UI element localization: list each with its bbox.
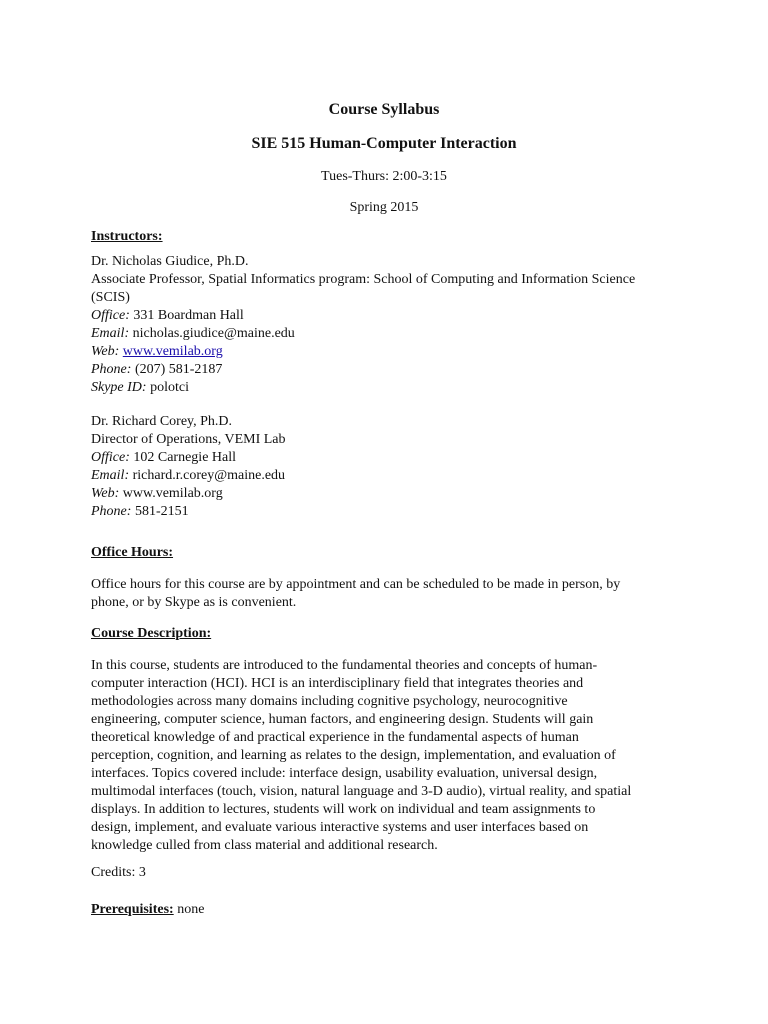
- prerequisites-line: [91, 901, 691, 919]
- office-label: Office:: [91, 450, 130, 465]
- credits: [91, 864, 691, 882]
- description-line: computer interaction (HCI). HCI is an interdisciplinary field that integrates theories and: [91, 676, 584, 691]
- description-line: displays. In addition to lectures, students will work on individual and team assignments to: [91, 802, 596, 817]
- web-value: www.vemilab.org: [122, 486, 223, 501]
- phone-value: (207) 581-2187: [134, 362, 223, 377]
- phone-label: Phone:: [91, 504, 132, 519]
- description-section: [91, 625, 691, 643]
- description-text: [91, 657, 691, 855]
- instructors-section: [91, 228, 691, 246]
- instructor-web: [91, 343, 691, 361]
- instructor-phone: [91, 503, 691, 521]
- office-hours-section: [91, 544, 691, 562]
- office-hours-heading: Office Hours:: [91, 545, 174, 560]
- instructor-skype: [91, 379, 691, 397]
- course-title: SIE 515 Human-Computer Interaction: [251, 135, 517, 152]
- skype-label: Skype ID:: [91, 380, 147, 395]
- office-value: 102 Carnegie Hall: [133, 450, 237, 465]
- phone-value: 581-2151: [134, 504, 189, 519]
- office-hours-line: Office hours for this course are by appointment and can be scheduled to be made in person, by: [91, 577, 621, 592]
- office-hours-text: [91, 576, 691, 612]
- office-value: 331 Boardman Hall: [133, 308, 244, 323]
- prerequisites-value: none: [177, 902, 205, 917]
- course-term: Spring 2015: [349, 200, 419, 215]
- prerequisites-label: Prerequisites:: [91, 902, 174, 917]
- description-line: methodologies across many domains including cognitive psychology, neurocognitive: [91, 694, 568, 709]
- description-line: interfaces. Topics covered include: interface design, usability evaluation, universal design,: [91, 766, 598, 781]
- instructor-name: Dr. Nicholas Giudice, Ph.D.: [91, 254, 249, 269]
- document-title: Course Syllabus: [328, 101, 440, 118]
- instructor-phone: [91, 361, 691, 379]
- office-label: Office:: [91, 308, 130, 323]
- description-line: design, implement, and evaluate various interactive systems and user interfaces based on: [91, 820, 589, 835]
- email-label: Email:: [91, 468, 130, 483]
- email-label: Email:: [91, 326, 130, 341]
- instructor-office: [91, 307, 691, 325]
- instructors-heading: Instructors:: [91, 229, 163, 244]
- instructor-giudice: [91, 253, 691, 397]
- email-value: nicholas.giudice@maine.edu: [132, 326, 295, 341]
- description-line: theoretical knowledge of and practical experience in the fundamental aspects of human: [91, 730, 579, 745]
- description-line: multimodal interfaces (touch, vision, natural language and 3-D audio), virtual reality, and spatial: [91, 784, 632, 799]
- instructor-name: Dr. Richard Corey, Ph.D.: [91, 414, 233, 429]
- instructor-title: Associate Professor, Spatial Informatics program: School of Computing and Information Science: [91, 272, 636, 287]
- office-hours-line: phone, or by Skype as is convenient.: [91, 595, 297, 610]
- email-value: richard.r.corey@maine.edu: [132, 468, 286, 483]
- web-label: Web:: [91, 344, 120, 359]
- instructor-office: [91, 449, 691, 467]
- instructor-title-cont: (SCIS): [91, 290, 130, 305]
- description-line: engineering, computer science, human factors, and engineering design. Students will gain: [91, 712, 594, 727]
- phone-label: Phone:: [91, 362, 132, 377]
- credits-text: Credits: 3: [91, 865, 146, 880]
- skype-value: polotci: [150, 380, 189, 395]
- description-line: perception, cognition, and learning as relates to the design, implementation, and evaluation of: [91, 748, 616, 763]
- instructor-email: [91, 467, 691, 485]
- description-heading: Course Description:: [91, 626, 212, 641]
- web-label: Web:: [91, 486, 120, 501]
- instructor-web: [91, 485, 691, 503]
- description-line: In this course, students are introduced to the fundamental theories and concepts of human-: [91, 658, 598, 673]
- description-line: knowledge culled from class material and additional research.: [91, 838, 438, 853]
- prerequisites: [91, 901, 691, 919]
- instructor-corey: [91, 413, 691, 521]
- web-link[interactable]: www.vemilab.org: [122, 344, 223, 359]
- instructor-title: Director of Operations, VEMI Lab: [91, 432, 286, 447]
- course-schedule: Tues-Thurs: 2:00-3:15: [321, 169, 447, 184]
- instructor-email: [91, 325, 691, 343]
